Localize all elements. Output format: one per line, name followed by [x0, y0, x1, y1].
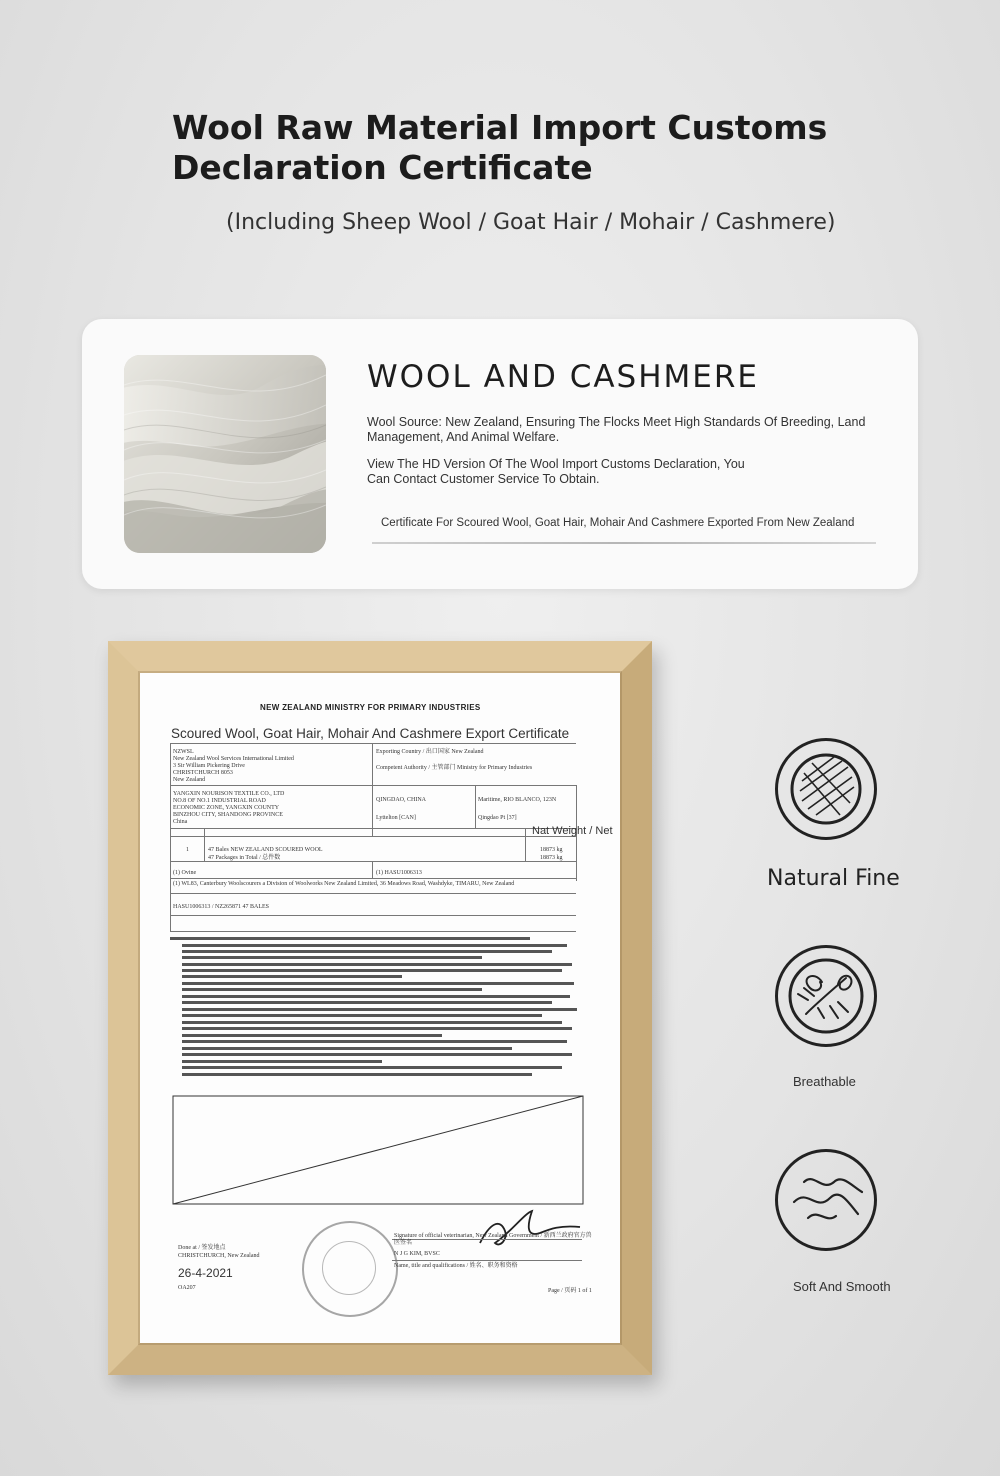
net-weight-label: Nat Weight / Net: [532, 825, 613, 837]
exporting-country: Exporting Country / 出口国家 New Zealand: [376, 749, 484, 755]
feature-label-breathable: Breathable: [793, 1074, 856, 1089]
done-at-value: CHRISTCHURCH, New Zealand: [178, 1253, 260, 1259]
certificate-document: NEW ZEALAND MINISTRY FOR PRIMARY INDUSTRIES Scoured Wool, Goat Hair, Mohair And Cashmere Export Certificate NZWSL New Zealand Wool Services International Limited 3 Sir William Pickering Drive CHRISTCHURCH 8053 New Zealand Exporting Country / 出口国家 New Zealand Competent Authority / 主管部门 Ministry for Primary Industries YANGXIN NOURISON TEXTILE CO., LTD NO.8 OF NO.1 INDUSTRIAL ROAD ECONOMIC ZONE, YANGXIN COUNTY BINZHOU CITY, SHANDONG PROVINCE China QINGDAO, CHINA Maritime, RIO BLANCO, 123N Lyttelton [CAN] Qingdao Pt [37] Nat Weight / Net 1 47 Bales NEW ZEALAND SCOURED WOOL 47 Packages in Total / 总件数 18873 kg 18873 kg (1) Ovine (1) HASU1006313 (1) WL83, Canterbury Woolscourers a Division of Woolworks New Zealand Limited, 36 Meadows Road, Washdyke, TIMARU, New Zealand HASU1006313 / NZ265871 47 BALES Done at / 签发地点 CHRISTCHURCH, New Zealand 26-4-2021 OA207 Signature of official veterinarian, New Zealand Government / 新西兰政府官方兽医签名 N J G KIM, BVSC Name, title and qualifications / 姓名、职务和资格 Page / 页码 1 of 1: [140, 673, 620, 1343]
wool-fiber-photo: [124, 355, 326, 553]
form-code: OA207: [178, 1285, 196, 1291]
competent-authority: Competent Authority / 主管部门 Ministry for Primary Industries: [376, 765, 533, 771]
packages-total: 47 Packages in Total / 总件数: [208, 855, 281, 861]
certificate-title: Scoured Wool, Goat Hair, Mohair And Cashmere Export Certificate: [171, 726, 570, 741]
ministry-heading: NEW ZEALAND MINISTRY FOR PRIMARY INDUSTRIES: [260, 703, 481, 712]
weight-item: 18873 kg: [540, 847, 563, 853]
unofficial-reference: HASU1006313 / NZ265871 47 BALES: [173, 904, 270, 910]
wool-fiber-icon: [775, 738, 877, 840]
signature-label: Signature of official veterinarian, New Zealand Government / 新西兰政府官方兽医签名: [394, 1233, 592, 1246]
certificate-frame: [108, 641, 652, 1375]
caption-divider: [372, 542, 876, 544]
page-subtitle: (Including Sheep Wool / Goat Hair / Mohair / Cashmere): [226, 210, 836, 235]
soft-wave-icon: [775, 1149, 877, 1251]
port-of-discharge: Qingdao Pt [37]: [478, 815, 517, 821]
feature-label-natural-fine: Natural Fine: [767, 866, 900, 891]
container-number: (1) HASU1006313: [376, 870, 422, 876]
crossed-out-box: [172, 1095, 588, 1207]
species: (1) Ovine: [173, 870, 197, 876]
wool-source-text: Wool Source: New Zealand, Ensuring The Flocks Meet High Standards Of Breeding, Land Management, And Animal Welfare.: [367, 415, 866, 444]
attestation-text-block: [170, 935, 580, 1085]
card-heading: WOOL AND CASHMERE: [367, 359, 759, 395]
issue-date: 26-4-2021: [178, 1266, 233, 1280]
done-at-label: Done at / 签发地点: [178, 1245, 226, 1251]
processing-premises: (1) WL83, Canterbury Woolscourers a Division of Woolworks New Zealand Limited, 36 Meadows Road, Washdyke, TIMARU, New Zealand: [173, 881, 515, 887]
feature-label-soft-smooth: Soft And Smooth: [793, 1279, 891, 1294]
name-title-label: Name, title and qualifications / 姓名、职务和资格: [394, 1263, 518, 1269]
page-number: Page / 页码 1 of 1: [548, 1288, 592, 1294]
transport: Maritime, RIO BLANCO, 123N: [478, 797, 557, 803]
official-seal-stamp: [302, 1221, 398, 1317]
officer-name: N J G KIM, BVSC: [394, 1251, 440, 1257]
item-number: 1: [186, 847, 189, 853]
breathable-icon: [775, 945, 877, 1047]
product-description: 47 Bales NEW ZEALAND SCOURED WOOL: [208, 847, 323, 853]
page-title: Wool Raw Material Import Customs Declaration Certificate: [172, 108, 828, 187]
destination: QINGDAO, CHINA: [376, 797, 426, 803]
weight-total: 18873 kg: [540, 855, 563, 861]
port-of-loading: Lyttelton [CAN]: [376, 815, 416, 821]
hd-version-text: View The HD Version Of The Wool Import Customs Declaration, You Can Contact Customer Service To Obtain.: [367, 457, 745, 486]
wool-info-card: [82, 319, 918, 589]
certificate-caption: Certificate For Scoured Wool, Goat Hair, Mohair And Cashmere Exported From New Zealand: [381, 517, 855, 529]
